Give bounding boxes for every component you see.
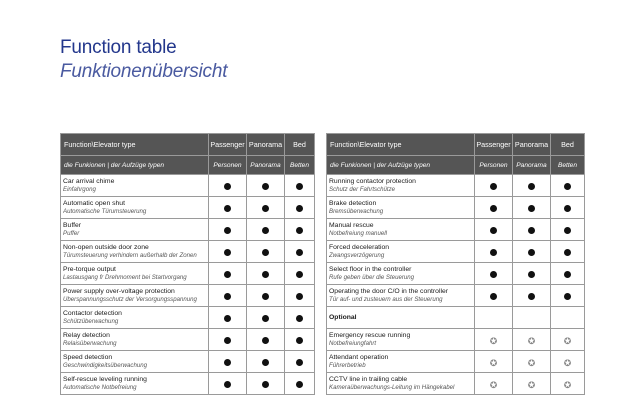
subheader-panorama: Panorama [513,156,551,175]
function-name: Attendant operation [329,353,389,361]
standard-dot-icon [296,249,303,256]
function-name-de: Bremsüberwachung [329,207,384,215]
function-cell [61,329,209,351]
function-name-de: Schutz der Fahrtschütze [329,185,396,193]
standard-dot-icon [224,337,231,344]
standard-dot-icon [296,293,303,300]
standard-dot-icon [528,249,535,256]
standard-dot-icon [224,315,231,322]
header-function: Function\Elevator type [61,134,209,156]
standard-dot-icon [296,227,303,234]
optional-circle-icon: ✪ [489,335,498,346]
subheader-bed: Betten [551,156,585,175]
function-cell [327,351,475,373]
function-table-left [60,133,315,395]
page-subtitle: Funktionenübersicht [60,61,228,82]
table-row [61,219,315,241]
standard-dot-icon [564,271,571,278]
function-name-de: Überspannungsschutz der Versorgungsspannung [63,295,197,303]
optional-circle-icon: ✪ [527,357,536,368]
function-name: Non-open outside door zone [63,243,149,251]
standard-dot-icon [224,293,231,300]
table-row [61,285,315,307]
function-name: Manual rescue [329,221,374,229]
table-row [61,373,315,395]
function-cell [61,263,209,285]
standard-dot-icon [262,249,269,256]
section-label: Optional [327,307,475,329]
function-name: Automatic open shut [63,199,125,207]
function-name: CCTV line in trailing cable [329,375,408,383]
bed-cell [285,263,315,285]
passenger-cell [209,351,247,373]
function-cell [61,351,209,373]
table-row [327,329,585,351]
function-cell [327,241,475,263]
function-name: Speed detection [63,353,113,361]
subheader-passenger: Personen [475,156,513,175]
function-cell [327,219,475,241]
bed-cell [285,285,315,307]
panorama-cell [247,285,285,307]
header-passenger: Passenger [209,134,247,156]
standard-dot-icon [528,271,535,278]
passenger-cell [209,329,247,351]
header-function: Function\Elevator type [327,134,475,156]
function-cell [61,307,209,329]
standard-dot-icon [224,249,231,256]
function-name: Running contactor protection [329,177,416,185]
function-name-de: Kameraüberwachungs-Leitung im Hängekabel [329,383,455,391]
passenger-cell [209,285,247,307]
standard-dot-icon [262,183,269,190]
bed-cell [285,241,315,263]
table-row [327,373,585,395]
panorama-cell [513,373,551,395]
function-name: Forced deceleration [329,243,390,251]
standard-dot-icon [296,315,303,322]
function-name-de: Türumsteuerung verhindern außerhalb der Zonen [63,251,197,259]
table-row [327,285,585,307]
passenger-cell [209,219,247,241]
standard-dot-icon [224,183,231,190]
optional-circle-icon: ✪ [563,379,572,390]
function-cell [327,263,475,285]
function-cell [327,329,475,351]
bed-cell [285,219,315,241]
table-row [327,219,585,241]
function-name-de: Zwangsverzögerung [329,251,385,259]
header-panorama: Panorama [247,134,285,156]
passenger-cell [475,197,513,219]
standard-dot-icon [262,227,269,234]
optional-circle-icon: ✪ [527,335,536,346]
panorama-cell [247,307,285,329]
standard-dot-icon [528,227,535,234]
table-row [327,351,585,373]
passenger-cell [475,373,513,395]
function-cell [61,285,209,307]
function-name: Self-rescue leveling running [63,375,147,383]
header-panorama: Panorama [513,134,551,156]
header-bed: Bed [551,134,585,156]
table-row [61,263,315,285]
standard-dot-icon [490,183,497,190]
function-name: Car arrival chime [63,177,115,185]
empty-cell [551,307,585,329]
optional-circle-icon: ✪ [527,379,536,390]
standard-dot-icon [224,381,231,388]
subheader-function: die Funkionen | der Aufzüge typen [61,156,209,175]
panorama-cell [513,285,551,307]
standard-dot-icon [296,381,303,388]
function-name-de: Lastausgang fr Drehmoment bei Startvorgang [63,273,187,281]
table-row [327,263,585,285]
table-row [61,307,315,329]
standard-dot-icon [564,293,571,300]
table-row [327,241,585,263]
optional-circle-icon: ✪ [489,357,498,368]
panorama-cell [513,263,551,285]
bed-cell [285,197,315,219]
passenger-cell [475,219,513,241]
function-name: Select floor in the controller [329,265,412,273]
function-cell [61,197,209,219]
function-name-de: Rufe geben über die Steuerung [329,273,415,281]
passenger-cell [209,307,247,329]
table-row [61,175,315,197]
function-cell [61,241,209,263]
standard-dot-icon [224,227,231,234]
passenger-cell [475,351,513,373]
standard-dot-icon [564,249,571,256]
panorama-cell [513,351,551,373]
standard-dot-icon [262,293,269,300]
table-row [61,197,315,219]
standard-dot-icon [296,337,303,344]
function-cell [327,285,475,307]
passenger-cell [475,329,513,351]
standard-dot-icon [296,271,303,278]
optional-circle-icon: ✪ [563,335,572,346]
bed-cell [285,373,315,395]
header-passenger: Passenger [475,134,513,156]
function-cell [61,373,209,395]
standard-dot-icon [528,183,535,190]
bed-cell [551,175,585,197]
table-body-left [61,175,315,395]
subheader-bed: Betten [285,156,315,175]
passenger-cell [209,175,247,197]
bed-cell [551,285,585,307]
empty-cell [475,307,513,329]
function-cell [61,175,209,197]
function-name-de: Automatische Türumsteuerung [63,207,147,215]
section-row [327,307,585,329]
standard-dot-icon [296,359,303,366]
bed-cell [551,329,585,351]
function-name: Pre-torque output [63,265,116,273]
standard-dot-icon [262,359,269,366]
function-name: Brake detection [329,199,377,207]
function-cell [61,219,209,241]
standard-dot-icon [224,271,231,278]
bed-cell [285,307,315,329]
passenger-cell [475,285,513,307]
function-cell [327,175,475,197]
panorama-cell [513,241,551,263]
table-row [61,241,315,263]
function-name-de: Relaisüberwachung [63,339,117,347]
passenger-cell [209,197,247,219]
standard-dot-icon [296,183,303,190]
standard-dot-icon [262,205,269,212]
table-row [61,329,315,351]
table-header-row [327,134,585,156]
subheader-panorama: Panorama [247,156,285,175]
passenger-cell [209,241,247,263]
function-name: Buffer [63,221,82,229]
subheader-function: die Funkionen | der Aufzüge typen [327,156,475,175]
table-subheader-row [327,156,585,175]
table-subheader-row [61,156,315,175]
subheader-passenger: Personen [209,156,247,175]
bed-cell [551,373,585,395]
panorama-cell [513,175,551,197]
function-name-de: Automatische Notbefreiung [63,383,137,391]
function-name: Contactor detection [63,309,122,317]
function-name: Relay detection [63,331,110,339]
standard-dot-icon [564,183,571,190]
function-name-de: Notbefreiungfahrt [329,339,377,347]
standard-dot-icon [564,205,571,212]
bed-cell [551,219,585,241]
passenger-cell [475,263,513,285]
bed-cell [551,351,585,373]
standard-dot-icon [224,359,231,366]
page-title: Function table [60,37,177,58]
function-name: Operating the door C/O in the controller [329,287,449,295]
panorama-cell [513,329,551,351]
panorama-cell [513,219,551,241]
function-name-de: Notbefreiung manuell [329,229,387,237]
standard-dot-icon [490,227,497,234]
function-name-de: Puffer [63,229,80,237]
function-name: Emergency rescue running [329,331,411,339]
standard-dot-icon [262,271,269,278]
passenger-cell [209,373,247,395]
passenger-cell [209,263,247,285]
title-block [60,36,227,84]
standard-dot-icon [528,293,535,300]
bed-cell [551,197,585,219]
standard-dot-icon [262,381,269,388]
standard-dot-icon [490,205,497,212]
panorama-cell [247,241,285,263]
function-table-right [326,133,585,395]
standard-dot-icon [262,315,269,322]
bed-cell [551,263,585,285]
empty-cell [513,307,551,329]
panorama-cell [247,263,285,285]
table-row [327,197,585,219]
standard-dot-icon [490,293,497,300]
function-name-de: Führerbetrieb [329,361,366,369]
bed-cell [285,329,315,351]
standard-dot-icon [528,205,535,212]
standard-dot-icon [296,205,303,212]
standard-dot-icon [564,227,571,234]
panorama-cell [247,219,285,241]
standard-dot-icon [224,205,231,212]
function-name-de: Geschwindigkeitsüberwachung [63,361,148,369]
panorama-cell [247,373,285,395]
panorama-cell [247,351,285,373]
passenger-cell [475,175,513,197]
standard-dot-icon [490,249,497,256]
function-cell [327,373,475,395]
table-header-row [61,134,315,156]
function-name: Power supply over-voltage protection [63,287,175,295]
function-name-de: Einfahrgong [63,185,96,193]
panorama-cell [513,197,551,219]
table-row [61,351,315,373]
optional-circle-icon: ✪ [563,357,572,368]
standard-dot-icon [490,271,497,278]
optional-circle-icon: ✪ [489,379,498,390]
table-body-right [327,175,585,395]
panorama-cell [247,197,285,219]
function-name-de: Schützüberwachung [63,317,119,325]
panorama-cell [247,175,285,197]
panorama-cell [247,329,285,351]
standard-dot-icon [262,337,269,344]
function-name-de: Tür auf- und zusteuern aus der Steuerung [329,295,443,303]
passenger-cell [475,241,513,263]
header-bed: Bed [285,134,315,156]
bed-cell [551,241,585,263]
table-row [327,175,585,197]
function-cell [327,197,475,219]
bed-cell [285,351,315,373]
bed-cell [285,175,315,197]
